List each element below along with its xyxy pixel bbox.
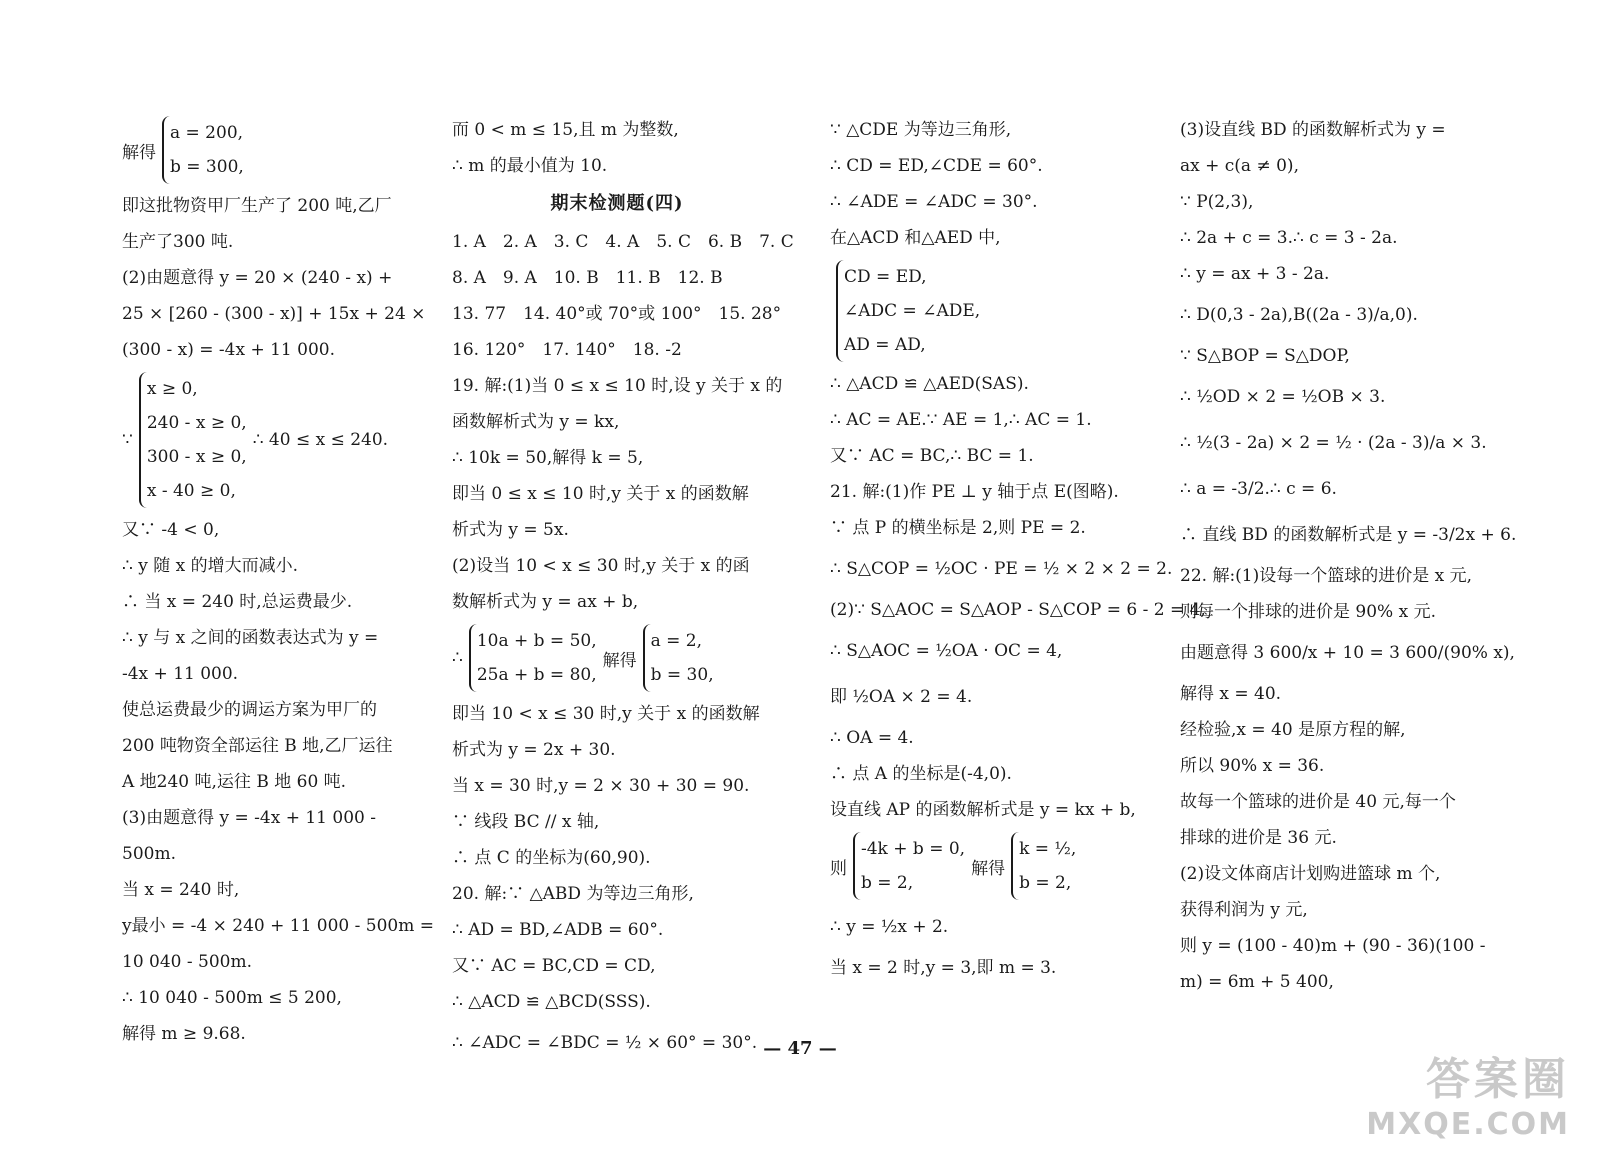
brace: CD = ED, ∠ADC = ∠ADE, AD = AD, xyxy=(836,260,980,362)
watermark-logo: 答案圈 MXQE.COM xyxy=(1366,1054,1570,1142)
text-line: 析式为 y = 5x. xyxy=(452,520,569,540)
text-line: y最小 = -4 × 240 + 11 000 - 500m = xyxy=(122,916,435,936)
text-line: 数解析式为 y = ax + b, xyxy=(452,592,639,612)
equation-system: ∴ 10a + b = 50, 25a + b = 80, 解得 a = 2, b = 30, xyxy=(452,624,782,692)
text-line: 即这批物资甲厂生产了 200 吨,乙厂 xyxy=(122,196,392,216)
text-line: 析式为 y = 2x + 30. xyxy=(452,740,616,760)
text-line: 解得 m ≥ 9.68. xyxy=(122,1024,246,1044)
text-line: ∴ y 随 x 的增大而减小. xyxy=(122,556,299,576)
text-line: -4x + 11 000. xyxy=(122,664,239,684)
text-line: ∴ AC = AE.∵ AE = 1,∴ AC = 1. xyxy=(830,410,1092,430)
text-line: 当 x = 30 时,y = 2 × 30 + 30 = 90. xyxy=(452,776,750,796)
text-line: 又∵ -4 < 0, xyxy=(122,520,220,540)
text-line: (3)设直线 BD 的函数解析式为 y = xyxy=(1180,120,1446,140)
text-line: ∴ D(0,3 - 2a),B((2a - 3)/a,0). xyxy=(1180,305,1418,325)
equation-system: 则 -4k + b = 0, b = 2, 解得 k = ½, b = 2, xyxy=(830,832,1160,900)
text-line: 函数解析式为 y = kx, xyxy=(452,412,620,432)
answer-line: 16. 120° 17. 140° 18. -2 xyxy=(452,340,682,360)
text-line: 22. 解:(1)设每一个篮球的进价是 x 元, xyxy=(1180,566,1473,586)
text-line: (3)由题意得 y = -4x + 11 000 - xyxy=(122,808,376,828)
text-line: 生产了300 吨. xyxy=(122,232,234,252)
text-line: 则每一个排球的进价是 90% x 元. xyxy=(1180,602,1436,622)
text-line: 所以 90% x = 36. xyxy=(1180,756,1325,776)
text-line: ∴ S△AOC = ½OA · OC = 4, xyxy=(830,641,1063,661)
text-line: 当 x = 240 时, xyxy=(122,880,240,900)
text-line: ∵ △CDE 为等边三角形, xyxy=(830,120,1012,140)
brace: x ≥ 0, 240 - x ≥ 0, 300 - x ≥ 0, x - 40 ≥ 0, xyxy=(139,372,247,508)
text-line: ∴ 2a + c = 3.∴ c = 3 - 2a. xyxy=(1180,228,1398,248)
text-line: A 地240 吨,运往 B 地 60 吨. xyxy=(122,772,347,792)
text-line: 21. 解:(1)作 PE ⊥ y 轴于点 E(图略). xyxy=(830,482,1119,502)
text-line: (300 - x) = -4x + 11 000. xyxy=(122,340,335,360)
text-line: ∴ a = -3/2.∴ c = 6. xyxy=(1180,479,1337,499)
column-1 xyxy=(122,112,435,1052)
answer-line: 13. 77 14. 40°或 70°或 100° 15. 28° xyxy=(452,304,782,324)
text-line: 排球的进价是 36 元. xyxy=(1180,828,1337,848)
text-line: ∵ 点 P 的横坐标是 2,则 PE = 2. xyxy=(830,518,1086,538)
brace: -4k + b = 0, b = 2, xyxy=(853,832,965,900)
text-line: ∴ ∠ADC = ∠BDC = ½ × 60° = 30°. xyxy=(452,1033,758,1053)
brace: 10a + b = 50, 25a + b = 80, xyxy=(469,624,597,692)
text-line: (2)∵ S△AOC = S△AOP - S△COP = 6 - 2 = 4, xyxy=(830,600,1206,620)
text-line: ∴ y 与 x 之间的函数表达式为 y = xyxy=(122,628,379,648)
text-line: 故每一个篮球的进价是 40 元,每一个 xyxy=(1180,792,1456,812)
column-3 xyxy=(830,112,1206,986)
text-line: (2)设文体商店计划购进篮球 m 个, xyxy=(1180,864,1441,884)
text-line: 19. 解:(1)当 0 ≤ x ≤ 10 时,设 y 关于 x 的 xyxy=(452,376,783,396)
text-line: 200 吨物资全部运往 B 地,乙厂运往 xyxy=(122,736,393,756)
text-line: 则 y = (100 - 40)m + (90 - 36)(100 - xyxy=(1180,936,1486,956)
text-line: ∴ S△COP = ½OC · PE = ½ × 2 × 2 = 2. xyxy=(830,559,1173,579)
answer-line: 1. A 2. A 3. C 4. A 5. C 6. B 7. C xyxy=(452,232,794,252)
equation-system xyxy=(830,260,1160,362)
text-line: 设直线 AP 的函数解析式是 y = kx + b, xyxy=(830,800,1136,820)
text-line: 由题意得 3 600/x + 10 = 3 600/(90% x), xyxy=(1180,643,1515,663)
inequality-system: ∵ x ≥ 0, 240 - x ≥ 0, 300 - x ≥ 0, x - 40 ≥ 0, ∴ 40 ≤ x ≤ 240. xyxy=(122,372,432,508)
text-line: ∴ 直线 BD 的函数解析式是 y = -3/2x + 6. xyxy=(1180,525,1517,545)
equation-system: 解得 a = 200, b = 300, xyxy=(122,116,432,184)
text-line: ∴ ∠ADE = ∠ADC = 30°. xyxy=(830,192,1038,212)
text-line: 解得 x = 40. xyxy=(1180,684,1282,704)
text-line: ∴ △ACD ≌ △BCD(SSS). xyxy=(452,992,651,1012)
text-line: 25 × [260 - (300 - x)] + 15x + 24 × xyxy=(122,304,426,324)
text-line: ∴ ½OD × 2 = ½OB × 3. xyxy=(1180,387,1386,407)
column-2 xyxy=(452,112,794,1066)
text-line: ∴ 10k = 50,解得 k = 5, xyxy=(452,448,644,468)
text-line: ∴ OA = 4. xyxy=(830,728,914,748)
text-line: ∴ ½(3 - 2a) × 2 = ½ · (2a - 3)/a × 3. xyxy=(1180,433,1487,453)
text-line: 经检验,x = 40 是原方程的解, xyxy=(1180,720,1406,740)
text-line: 而 0 < m ≤ 15,且 m 为整数, xyxy=(452,120,679,140)
text-line: 在△ACD 和△AED 中, xyxy=(830,228,1001,248)
text-line: 使总运费最少的调运方案为甲厂的 xyxy=(122,700,377,720)
text-line: ∵ P(2,3), xyxy=(1180,192,1254,212)
text-line: ∵ 线段 BC // x 轴, xyxy=(452,812,600,832)
text-line: 即 ½OA × 2 = 4. xyxy=(830,687,973,707)
text-line: 20. 解:∵ △ABD 为等边三角形, xyxy=(452,884,694,904)
text-line: 10 040 - 500m. xyxy=(122,952,253,972)
text-line: (2)设当 10 < x ≤ 30 时,y 关于 x 的函 xyxy=(452,556,750,576)
brace: k = ½, b = 2, xyxy=(1011,832,1076,900)
page-number: — 47 — xyxy=(763,1038,837,1059)
text-line: ∴ △ACD ≌ △AED(SAS). xyxy=(830,374,1029,394)
text-line: 即当 10 < x ≤ 30 时,y 关于 x 的函数解 xyxy=(452,704,760,724)
text-line: ax + c(a ≠ 0), xyxy=(1180,156,1299,176)
text-line: ∵ S△BOP = S△DOP, xyxy=(1180,346,1350,366)
text-line: ∴ CD = ED,∠CDE = 60°. xyxy=(830,156,1043,176)
brace: a = 200, b = 300, xyxy=(162,116,244,184)
text-line: ∴ 10 040 - 500m ≤ 5 200, xyxy=(122,988,342,1008)
text-line: 又∵ AC = BC,∴ BC = 1. xyxy=(830,446,1034,466)
text-line: ∴ y = ax + 3 - 2a. xyxy=(1180,264,1330,284)
text-line: 获得利润为 y 元, xyxy=(1180,900,1308,920)
text-line: 又∵ AC = BC,CD = CD, xyxy=(452,956,656,976)
text-line: 当 x = 2 时,y = 3,即 m = 3. xyxy=(830,958,1057,978)
text-line: m) = 6m + 5 400, xyxy=(1180,972,1334,992)
text-line: 500m. xyxy=(122,844,176,864)
brace: a = 2, b = 30, xyxy=(643,624,714,692)
column-4 xyxy=(1180,112,1540,1000)
text-line: (2)由题意得 y = 20 × (240 - x) + xyxy=(122,268,393,288)
text-line: ∴ 点 A 的坐标是(-4,0). xyxy=(830,764,1012,784)
text-line: ∴ y = ½x + 2. xyxy=(830,917,949,937)
text-line: ∴ 点 C 的坐标为(60,90). xyxy=(452,848,651,868)
text-line: ∴ m 的最小值为 10. xyxy=(452,156,608,176)
text-line: 即当 0 ≤ x ≤ 10 时,y 关于 x 的函数解 xyxy=(452,484,749,504)
text-line: ∴ 当 x = 240 时,总运费最少. xyxy=(122,592,353,612)
section-heading: 期末检测题(四) xyxy=(550,193,684,214)
text-line: ∴ AD = BD,∠ADB = 60°. xyxy=(452,920,664,940)
answer-line: 8. A 9. A 10. B 11. B 12. B xyxy=(452,268,723,288)
